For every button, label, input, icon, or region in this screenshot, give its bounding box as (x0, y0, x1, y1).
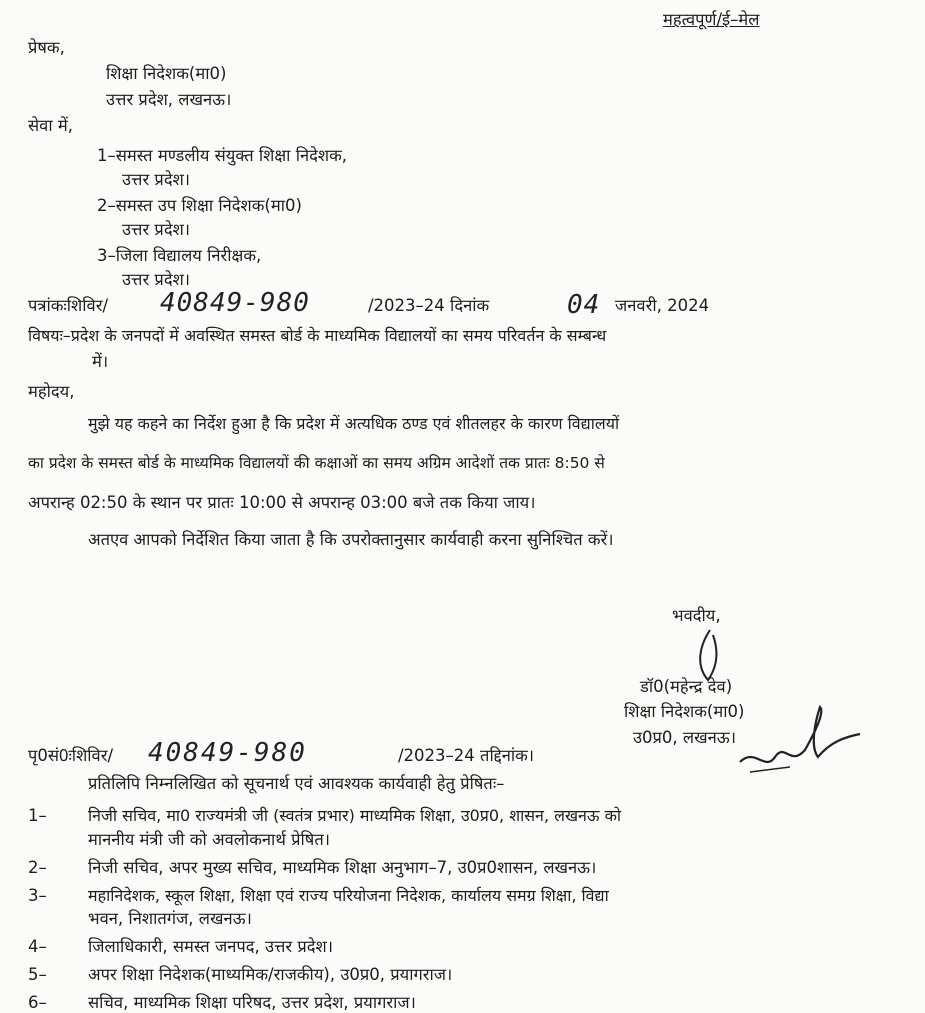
copy-item-4-num: 4– (28, 937, 47, 956)
copy-item-2-num: 2– (28, 858, 47, 877)
body-p2: अतएव आपको निर्देशित किया जाता है कि उपरोक्तानुसार कार्यवाही करना सुनिश्चित करें। (88, 530, 614, 549)
endorsement-intro: प्रतिलिपि निम्नलिखित को सूचनार्थ एवं आवश्यक कार्यवाही हेतु प्रेषितः– (88, 774, 505, 793)
endorsement-year: /2023–24 तद्दिनांक। (398, 746, 535, 765)
salutation: महोदय, (28, 382, 75, 401)
subject-line-1: विषयः–प्रदेश के जनपदों में अवस्थित समस्त बोर्ड के माध्यमिक विद्यालयों का समय परिवर्तन के सम्बन्ध (28, 326, 607, 345)
endorsement-number-handwritten: 40849-980 (148, 738, 307, 768)
ref-day-handwritten: 04 (567, 290, 601, 320)
copy-item-1-cont: माननीय मंत्री जी को अवलोकनार्थ प्रेषित। (88, 830, 330, 849)
signatory-title: शिक्षा निदेशक(मा0) (624, 702, 745, 721)
body-p1-line3: अपरान्ह 02:50 के स्थान पर प्रातः 10:00 से अपरान्ह 03:00 बजे तक किया जाय। (28, 493, 536, 512)
signature-initial-mark (680, 625, 740, 685)
signature-scrawl (730, 702, 870, 782)
ref-prefix: पत्रांकःशिविर/ (28, 296, 109, 315)
copy-item-6: सचिव, माध्यमिक शिक्षा परिषद, उत्तर प्रदेश, प्रयागराज। (88, 993, 416, 1012)
copy-item-1-num: 1– (28, 806, 47, 825)
signatory-name: डॉ0(महेन्द्र देव) (640, 677, 733, 696)
recipient-2-place: उत्तर प्रदेश। (122, 220, 191, 239)
copy-item-2: निजी सचिव, अपर मुख्य सचिव, माध्यमिक शिक्षा अनुभाग–7, उ0प्र0शासन, लखनऊ। (88, 858, 597, 877)
copy-item-3: महानिदेशक, स्कूल शिक्षा, शिक्षा एवं राज्य परियोजना निदेशक, कार्यालय समग्र शिक्षा, विद्या (88, 886, 609, 905)
body-p1-line2: का प्रदेश के समस्त बोर्ड के माध्यमिक विद्यालयों की कक्षाओं का समय अग्रिम आदेशों तक प्रातः 8:50 से (28, 454, 605, 472)
copy-item-4: जिलाधिकारी, समस्त जनपद, उत्तर प्रदेश। (88, 937, 334, 956)
copy-item-1: निजी सचिव, मा0 राज्यमंत्री जी (स्वतंत्र प्रभार) माध्यमिक शिक्षा, उ0प्र0, शासन, लखनऊ को (88, 806, 622, 825)
subject-line-2: में। (92, 352, 109, 371)
copy-item-5-num: 5– (28, 965, 47, 984)
recipient-1-place: उत्तर प्रदेश। (122, 170, 191, 189)
recipient-3: 3–जिला विद्यालय निरीक्षक, (97, 246, 262, 265)
ref-date: जनवरी, 2024 (615, 296, 710, 315)
copy-item-5: अपर शिक्षा निदेशक(माध्यमिक/राजकीय), उ0प्र0, प्रयागराज। (88, 965, 453, 984)
sender-label: प्रेषक, (28, 38, 65, 57)
recipient-2: 2–समस्त उप शिक्षा निदेशक(मा0) (97, 196, 302, 215)
signatory-place: उ0प्र0, लखनऊ। (633, 728, 736, 747)
copy-item-3-num: 3– (28, 886, 47, 905)
body-p1-line1: मुझे यह कहने का निर्देश हुआ है कि प्रदेश में अत्यधिक ठण्ड एवं शीतलहर के कारण विद्यालयों (88, 414, 620, 433)
ref-year: /2023–24 दिनांक (368, 296, 490, 315)
ref-number-handwritten: 40849-980 (160, 288, 310, 318)
endorsement-prefix: पृ0सं0ःशिविर/ (28, 746, 114, 765)
recipient-1: 1–समस्त मण्डलीय संयुक्त शिक्षा निदेशक, (97, 146, 348, 165)
recipients-label: सेवा में, (28, 116, 73, 135)
sender-address: उत्तर प्रदेश, लखनऊ। (106, 90, 232, 109)
copy-item-6-num: 6– (28, 993, 47, 1012)
sender-name: शिक्षा निदेशक(मा0) (106, 64, 227, 83)
importance-label: महत्वपूर्ण/ई–मेल (663, 10, 760, 29)
copy-item-3-cont: भवन, निशातगंज, लखनऊ। (88, 909, 252, 928)
recipient-3-place: उत्तर प्रदेश। (122, 270, 191, 289)
closing: भवदीय, (672, 606, 721, 625)
